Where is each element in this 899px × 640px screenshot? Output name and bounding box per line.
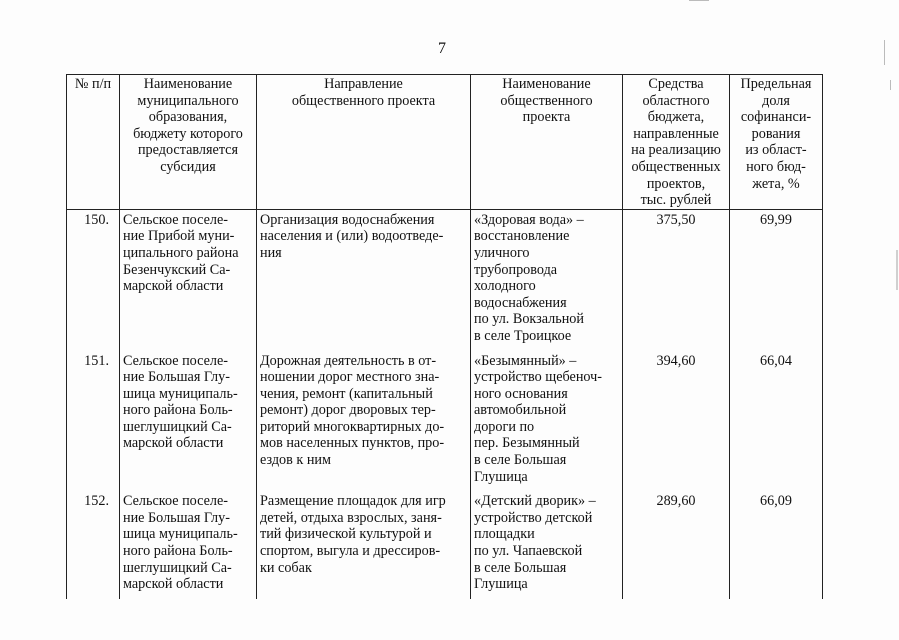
header-project: Наименование общественного проекта [471,75,623,210]
row-share: 66,04 [730,351,823,492]
row-funds: 394,60 [623,351,730,492]
header-number: № п/п [67,75,120,210]
row-direction: Размещение площадок для игр детей, отдыха взрослых, заня- тий физической культурой и спортом, выгула и дрессиров- ки собак [257,491,471,599]
row-direction: Дорожная деятельность в от- ношении дорог местного зна- чения, ремонт (капитальный ремонт) дорог дворовых тер- риторий многоквартирных до- мов населенных пунктов, про- ездов к ним [257,351,471,492]
row-municipality: Сельское поселе- ние Прибой муни- ципального района Безенчукский Са- марской области [120,209,257,350]
row-direction: Организация водоснабжения населения и (или) водоотведе- ния [257,209,471,350]
row-share: 69,99 [730,209,823,350]
row-municipality: Сельское поселе- ние Большая Глу- шица муниципаль- ного района Боль- шеглушицкий Са- марской области [120,491,257,599]
subsidy-table [66,74,823,599]
header-share: Предельная доля софинанси- рования из област- ного бюд- жета, % [730,75,823,210]
header-funds: Средства областного бюджета, направленные на реализацию общественных проектов, тыс. рублей [623,75,730,210]
scan-artifact [884,40,885,65]
row-project: «Здоровая вода» – восстановление уличного трубопровода холодного водоснабжения по ул. Вокзальной в селе Троицкое [471,209,623,350]
row-number: 151. [67,351,120,492]
header-municipality: Наименование муниципального образования, бюджету которого предоставляется субсидия [120,75,257,210]
row-municipality: Сельское поселе- ние Большая Глу- шица муниципаль- ного района Боль- шеглушицкий Са- марской области [120,351,257,492]
table-header-row [67,75,823,210]
page-number: 7 [438,40,446,57]
table-row [67,351,823,492]
row-number: 150. [67,209,120,350]
table-row [67,491,823,599]
row-project: «Детский дворик» – устройство детской площадки по ул. Чапаевской в селе Большая Глушица [471,491,623,599]
table-row [67,209,823,350]
header-direction: Направление общественного проекта [257,75,471,210]
scan-artifact [689,0,709,1]
row-project: «Безымянный» – устройство щебеноч- ного основания автомобильной дороги по пер. Безымянный в селе Большая Глушица [471,351,623,492]
scan-artifact [896,250,898,290]
scan-artifact [890,80,891,90]
row-share: 66,09 [730,491,823,599]
row-funds: 375,50 [623,209,730,350]
row-number: 152. [67,491,120,599]
row-funds: 289,60 [623,491,730,599]
